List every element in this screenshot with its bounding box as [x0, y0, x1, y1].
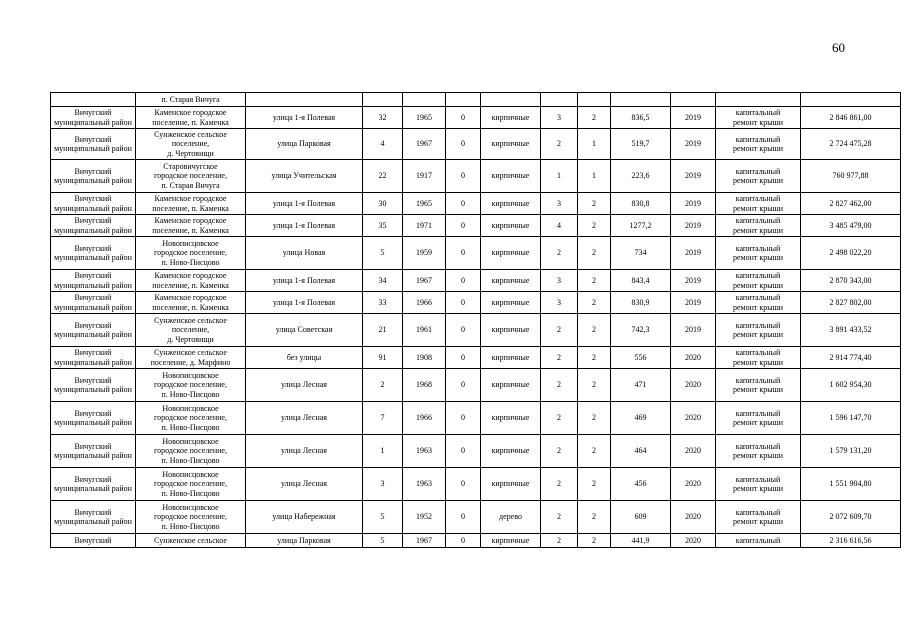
- settlement-cell: Новописцовское городское поселение, п. Ново-Писцово: [136, 369, 246, 402]
- settlement-cell: Новописцовское городское поселение, п. Ново-Писцово: [136, 237, 246, 270]
- wall-material-cell: [481, 93, 541, 107]
- table-row: [51, 435, 901, 468]
- wall-material-cell: кирпичные: [481, 534, 541, 548]
- area-cell: 556: [611, 347, 671, 369]
- cost-cell: 2 846 861,00: [801, 107, 901, 129]
- work-type-cell: капитальный ремонт крыши: [716, 129, 801, 160]
- settlement-cell: Каменское городское поселение, п. Каменка: [136, 193, 246, 215]
- entrances-cell: 2: [578, 270, 611, 292]
- wall-material-cell: кирпичные: [481, 369, 541, 402]
- district-cell: Вичугский муниципальный район: [51, 107, 136, 129]
- table-body: [51, 93, 901, 548]
- floors-cell: 2: [541, 534, 578, 548]
- work-type-cell: капитальный ремонт крыши: [716, 435, 801, 468]
- plan-year-cell: 2019: [671, 215, 716, 237]
- house-number-cell: 35: [363, 215, 403, 237]
- entrances-cell: 2: [578, 237, 611, 270]
- cost-cell: 1 579 131,20: [801, 435, 901, 468]
- plan-year-cell: 2019: [671, 129, 716, 160]
- wall-material-cell: кирпичные: [481, 160, 541, 193]
- zero-value-cell: 0: [446, 468, 481, 501]
- street-cell: улица 1-я Полевая: [246, 107, 363, 129]
- wall-material-cell: кирпичные: [481, 347, 541, 369]
- street-cell: улица Парковая: [246, 129, 363, 160]
- plan-year-cell: [671, 93, 716, 107]
- build-year-cell: [403, 93, 446, 107]
- wall-material-cell: кирпичные: [481, 107, 541, 129]
- area-cell: 441,9: [611, 534, 671, 548]
- area-cell: 469: [611, 402, 671, 435]
- house-number-cell: 4: [363, 129, 403, 160]
- zero-value-cell: 0: [446, 292, 481, 314]
- zero-value-cell: 0: [446, 270, 481, 292]
- wall-material-cell: кирпичные: [481, 468, 541, 501]
- floors-cell: 2: [541, 402, 578, 435]
- table-row: [51, 501, 901, 534]
- settlement-cell: Новописцовское городское поселение, п. Ново-Писцово: [136, 402, 246, 435]
- house-number-cell: 30: [363, 193, 403, 215]
- wall-material-cell: кирпичные: [481, 435, 541, 468]
- entrances-cell: 2: [578, 292, 611, 314]
- zero-value-cell: [446, 93, 481, 107]
- table-row: [51, 93, 901, 107]
- area-cell: 519,7: [611, 129, 671, 160]
- wall-material-cell: кирпичные: [481, 292, 541, 314]
- work-type-cell: капитальный ремонт крыши: [716, 369, 801, 402]
- plan-year-cell: 2019: [671, 292, 716, 314]
- cost-cell: 3 891 433,52: [801, 314, 901, 347]
- plan-year-cell: 2019: [671, 237, 716, 270]
- house-number-cell: 3: [363, 468, 403, 501]
- cost-cell: [801, 93, 901, 107]
- entrances-cell: 2: [578, 347, 611, 369]
- district-cell: Вичугский муниципальный район: [51, 292, 136, 314]
- cost-cell: 760 977,88: [801, 160, 901, 193]
- plan-year-cell: 2020: [671, 468, 716, 501]
- zero-value-cell: 0: [446, 160, 481, 193]
- work-type-cell: капитальный ремонт крыши: [716, 402, 801, 435]
- build-year-cell: 1908: [403, 347, 446, 369]
- street-cell: улица Лесная: [246, 369, 363, 402]
- build-year-cell: 1965: [403, 193, 446, 215]
- house-number-cell: 7: [363, 402, 403, 435]
- street-cell: улица 1-я Полевая: [246, 193, 363, 215]
- district-cell: Вичугский муниципальный район: [51, 215, 136, 237]
- house-number-cell: 34: [363, 270, 403, 292]
- floors-cell: [541, 93, 578, 107]
- wall-material-cell: кирпичные: [481, 314, 541, 347]
- district-cell: Вичугский муниципальный район: [51, 369, 136, 402]
- build-year-cell: 1963: [403, 435, 446, 468]
- district-cell: Вичугский муниципальный район: [51, 347, 136, 369]
- entrances-cell: 2: [578, 402, 611, 435]
- build-year-cell: 1971: [403, 215, 446, 237]
- street-cell: улица Лесная: [246, 402, 363, 435]
- work-type-cell: капитальный ремонт крыши: [716, 237, 801, 270]
- wall-material-cell: кирпичные: [481, 237, 541, 270]
- district-cell: Вичугский муниципальный район: [51, 129, 136, 160]
- build-year-cell: 1961: [403, 314, 446, 347]
- entrances-cell: 2: [578, 501, 611, 534]
- table-row: [51, 402, 901, 435]
- plan-year-cell: 2019: [671, 270, 716, 292]
- wall-material-cell: кирпичные: [481, 193, 541, 215]
- plan-year-cell: 2019: [671, 160, 716, 193]
- housing-repair-table: [50, 92, 901, 548]
- house-number-cell: [363, 93, 403, 107]
- district-cell: Вичугский: [51, 534, 136, 548]
- cost-cell: 2 827 462,00: [801, 193, 901, 215]
- area-cell: 1277,2: [611, 215, 671, 237]
- zero-value-cell: 0: [446, 129, 481, 160]
- entrances-cell: 2: [578, 314, 611, 347]
- street-cell: улица Парковая: [246, 534, 363, 548]
- cost-cell: 2 827 802,00: [801, 292, 901, 314]
- wall-material-cell: кирпичные: [481, 402, 541, 435]
- area-cell: 836,5: [611, 107, 671, 129]
- plan-year-cell: 2020: [671, 402, 716, 435]
- settlement-cell: Новописцовское городское поселение, п. Ново-Писцово: [136, 435, 246, 468]
- area-cell: 734: [611, 237, 671, 270]
- work-type-cell: капитальный ремонт крыши: [716, 107, 801, 129]
- cost-cell: 2 870 343,00: [801, 270, 901, 292]
- district-cell: Вичугский муниципальный район: [51, 435, 136, 468]
- area-cell: 456: [611, 468, 671, 501]
- house-number-cell: 21: [363, 314, 403, 347]
- work-type-cell: капитальный ремонт крыши: [716, 193, 801, 215]
- zero-value-cell: 0: [446, 107, 481, 129]
- work-type-cell: капитальный ремонт крыши: [716, 468, 801, 501]
- district-cell: Вичугский муниципальный район: [51, 193, 136, 215]
- floors-cell: 2: [541, 237, 578, 270]
- street-cell: улица Советская: [246, 314, 363, 347]
- cost-cell: 2 498 022,20: [801, 237, 901, 270]
- work-type-cell: капитальный ремонт крыши: [716, 270, 801, 292]
- table-row: [51, 270, 901, 292]
- entrances-cell: 1: [578, 129, 611, 160]
- table-row: [51, 193, 901, 215]
- build-year-cell: 1965: [403, 107, 446, 129]
- table-row: [51, 129, 901, 160]
- house-number-cell: 22: [363, 160, 403, 193]
- settlement-cell: Сунженское сельское поселение, д. Чертовищи: [136, 314, 246, 347]
- zero-value-cell: 0: [446, 501, 481, 534]
- cost-cell: 3 485 479,00: [801, 215, 901, 237]
- settlement-cell: Старовичугское городское поселение, п. Старая Вичуга: [136, 160, 246, 193]
- street-cell: улица Новая: [246, 237, 363, 270]
- entrances-cell: [578, 93, 611, 107]
- table-row: [51, 468, 901, 501]
- cost-cell: 2 724 475,28: [801, 129, 901, 160]
- table-row: [51, 292, 901, 314]
- plan-year-cell: 2020: [671, 369, 716, 402]
- floors-cell: 4: [541, 215, 578, 237]
- table-row: [51, 215, 901, 237]
- build-year-cell: 1968: [403, 369, 446, 402]
- table-row: [51, 534, 901, 548]
- floors-cell: 2: [541, 468, 578, 501]
- page-number: 60: [832, 40, 845, 55]
- work-type-cell: капитальный ремонт крыши: [716, 314, 801, 347]
- cost-cell: 1 596 147,70: [801, 402, 901, 435]
- work-type-cell: капитальный ремонт крыши: [716, 347, 801, 369]
- entrances-cell: 2: [578, 468, 611, 501]
- floors-cell: 3: [541, 270, 578, 292]
- settlement-cell: Каменское городское поселение, п. Каменка: [136, 270, 246, 292]
- settlement-cell: Каменское городское поселение, п. Каменка: [136, 215, 246, 237]
- area-cell: 464: [611, 435, 671, 468]
- work-type-cell: капитальный ремонт крыши: [716, 160, 801, 193]
- work-type-cell: капитальный ремонт крыши: [716, 292, 801, 314]
- district-cell: Вичугский муниципальный район: [51, 501, 136, 534]
- table-row: [51, 237, 901, 270]
- work-type-cell: капитальный ремонт крыши: [716, 501, 801, 534]
- house-number-cell: 32: [363, 107, 403, 129]
- floors-cell: 3: [541, 107, 578, 129]
- district-cell: Вичугский муниципальный район: [51, 468, 136, 501]
- work-type-cell: капитальный ремонт крыши: [716, 215, 801, 237]
- house-number-cell: 2: [363, 369, 403, 402]
- area-cell: 742,3: [611, 314, 671, 347]
- plan-year-cell: 2019: [671, 107, 716, 129]
- house-number-cell: 5: [363, 534, 403, 548]
- district-cell: Вичугский муниципальный район: [51, 237, 136, 270]
- area-cell: 830,8: [611, 193, 671, 215]
- build-year-cell: 1952: [403, 501, 446, 534]
- house-number-cell: 5: [363, 237, 403, 270]
- house-number-cell: 33: [363, 292, 403, 314]
- settlement-cell: Сунженское сельское: [136, 534, 246, 548]
- settlement-cell: Каменское городское поселение, п. Каменка: [136, 107, 246, 129]
- floors-cell: 2: [541, 369, 578, 402]
- entrances-cell: 2: [578, 534, 611, 548]
- area-cell: 471: [611, 369, 671, 402]
- plan-year-cell: 2020: [671, 534, 716, 548]
- street-cell: улица 1-я Полевая: [246, 215, 363, 237]
- cost-cell: 1 551 904,80: [801, 468, 901, 501]
- area-cell: [611, 93, 671, 107]
- floors-cell: 2: [541, 129, 578, 160]
- plan-year-cell: 2020: [671, 347, 716, 369]
- area-cell: 223,6: [611, 160, 671, 193]
- floors-cell: 3: [541, 292, 578, 314]
- floors-cell: 2: [541, 314, 578, 347]
- floors-cell: 3: [541, 193, 578, 215]
- street-cell: без улицы: [246, 347, 363, 369]
- wall-material-cell: кирпичные: [481, 215, 541, 237]
- build-year-cell: 1917: [403, 160, 446, 193]
- build-year-cell: 1967: [403, 534, 446, 548]
- plan-year-cell: 2020: [671, 435, 716, 468]
- cost-cell: 2 914 774,40: [801, 347, 901, 369]
- street-cell: улица 1-я Полевая: [246, 270, 363, 292]
- entrances-cell: 2: [578, 435, 611, 468]
- settlement-cell: Новописцовское городское поселение, п. Ново-Писцово: [136, 468, 246, 501]
- plan-year-cell: 2020: [671, 501, 716, 534]
- floors-cell: 2: [541, 435, 578, 468]
- entrances-cell: 1: [578, 160, 611, 193]
- plan-year-cell: 2019: [671, 314, 716, 347]
- entrances-cell: 2: [578, 193, 611, 215]
- build-year-cell: 1966: [403, 292, 446, 314]
- area-cell: 843,4: [611, 270, 671, 292]
- floors-cell: 1: [541, 160, 578, 193]
- plan-year-cell: 2019: [671, 193, 716, 215]
- wall-material-cell: дерево: [481, 501, 541, 534]
- entrances-cell: 2: [578, 369, 611, 402]
- district-cell: Вичугский муниципальный район: [51, 270, 136, 292]
- street-cell: улица Набережная: [246, 501, 363, 534]
- build-year-cell: 1963: [403, 468, 446, 501]
- wall-material-cell: кирпичные: [481, 129, 541, 160]
- house-number-cell: 5: [363, 501, 403, 534]
- zero-value-cell: 0: [446, 402, 481, 435]
- wall-material-cell: кирпичные: [481, 270, 541, 292]
- floors-cell: 2: [541, 501, 578, 534]
- table-row: [51, 160, 901, 193]
- street-cell: улица Учительская: [246, 160, 363, 193]
- cost-cell: 2 316 616,56: [801, 534, 901, 548]
- zero-value-cell: 0: [446, 347, 481, 369]
- district-cell: Вичугский муниципальный район: [51, 402, 136, 435]
- street-cell: улица Лесная: [246, 435, 363, 468]
- district-cell: Вичугский муниципальный район: [51, 314, 136, 347]
- street-cell: улица 1-я Полевая: [246, 292, 363, 314]
- work-type-cell: [716, 93, 801, 107]
- work-type-cell: капитальный: [716, 534, 801, 548]
- entrances-cell: 2: [578, 215, 611, 237]
- table-row: [51, 107, 901, 129]
- table-row: [51, 369, 901, 402]
- build-year-cell: 1966: [403, 402, 446, 435]
- street-cell: [246, 93, 363, 107]
- cost-cell: 2 072 609,70: [801, 501, 901, 534]
- settlement-cell: Сунженское сельское поселение, д. Чертовищи: [136, 129, 246, 160]
- zero-value-cell: 0: [446, 215, 481, 237]
- build-year-cell: 1967: [403, 270, 446, 292]
- settlement-cell: Сунженское сельское поселение, д. Марфино: [136, 347, 246, 369]
- entrances-cell: 2: [578, 107, 611, 129]
- house-number-cell: 1: [363, 435, 403, 468]
- district-cell: [51, 93, 136, 107]
- district-cell: Вичугский муниципальный район: [51, 160, 136, 193]
- zero-value-cell: 0: [446, 237, 481, 270]
- build-year-cell: 1959: [403, 237, 446, 270]
- zero-value-cell: 0: [446, 435, 481, 468]
- floors-cell: 2: [541, 347, 578, 369]
- table-row: [51, 347, 901, 369]
- area-cell: 609: [611, 501, 671, 534]
- house-number-cell: 91: [363, 347, 403, 369]
- cost-cell: 1 602 954,30: [801, 369, 901, 402]
- zero-value-cell: 0: [446, 369, 481, 402]
- zero-value-cell: 0: [446, 193, 481, 215]
- zero-value-cell: 0: [446, 534, 481, 548]
- street-cell: улица Лесная: [246, 468, 363, 501]
- area-cell: 830,9: [611, 292, 671, 314]
- build-year-cell: 1967: [403, 129, 446, 160]
- settlement-cell: Новописцовское городское поселение, п. Ново-Писцово: [136, 501, 246, 534]
- table-row: [51, 314, 901, 347]
- zero-value-cell: 0: [446, 314, 481, 347]
- settlement-cell: п. Старая Вичуга: [136, 93, 246, 107]
- settlement-cell: Каменское городское поселение, п. Каменка: [136, 292, 246, 314]
